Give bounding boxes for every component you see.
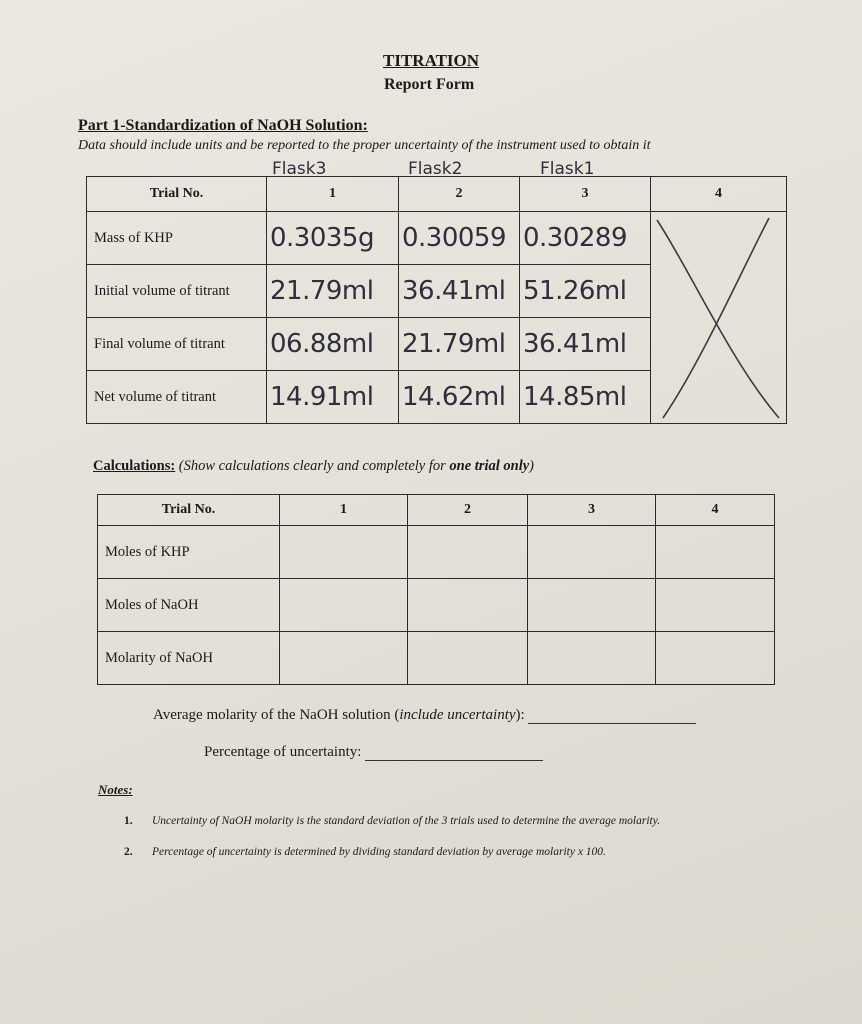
calculations-table bbox=[97, 494, 775, 685]
percentage-uncertainty-blank bbox=[365, 744, 543, 761]
empty-cell bbox=[656, 579, 775, 632]
calculations-instruction-start: (Show calculations clearly and completely for bbox=[178, 458, 450, 474]
trial-no-header: Trial No. bbox=[87, 177, 267, 212]
row-label: Molarity of NaOH bbox=[98, 632, 280, 685]
table-header-row bbox=[87, 177, 787, 212]
value-cell: 0.30289 bbox=[520, 212, 651, 265]
average-molarity-blank bbox=[528, 707, 696, 724]
calculations-instruction-bold: one trial only bbox=[449, 458, 530, 474]
trial-header-3: 3 bbox=[528, 495, 656, 526]
flask-label-2: Flask2 bbox=[408, 159, 463, 179]
flask-label-1: Flask3 bbox=[272, 159, 327, 179]
value-cell: 06.88ml bbox=[267, 318, 399, 371]
note-number: 2. bbox=[124, 846, 133, 858]
note-item bbox=[124, 846, 606, 858]
calculations-heading-line bbox=[93, 458, 534, 475]
empty-cell bbox=[528, 632, 656, 685]
percentage-uncertainty-line bbox=[204, 744, 543, 761]
trial-header-2: 2 bbox=[408, 495, 528, 526]
value-cell: 36.41ml bbox=[399, 265, 520, 318]
trial-header-3: 3 bbox=[520, 177, 651, 212]
trial-header-4: 4 bbox=[656, 495, 775, 526]
value-cell: 21.79ml bbox=[267, 265, 399, 318]
trial-no-header: Trial No. bbox=[98, 495, 280, 526]
value-cell: 0.3035g bbox=[267, 212, 399, 265]
average-label-italic: include uncertainty bbox=[399, 707, 516, 723]
note-text: Uncertainty of NaOH molarity is the standard deviation of the 3 trials used to determine the average molarity. bbox=[152, 815, 661, 827]
crossed-out-trial-4 bbox=[651, 212, 787, 424]
empty-cell bbox=[280, 579, 408, 632]
value-cell: 0.30059 bbox=[399, 212, 520, 265]
value-cell: 14.62ml bbox=[399, 371, 520, 424]
page-subtitle: Report Form bbox=[384, 76, 475, 93]
table-row bbox=[98, 632, 775, 685]
empty-cell bbox=[528, 526, 656, 579]
note-item bbox=[124, 815, 660, 827]
average-label-end: ): bbox=[515, 707, 525, 723]
row-label: Net volume of titrant bbox=[87, 371, 267, 424]
part1-heading: Part 1-Standardization of NaOH Solution: bbox=[78, 117, 368, 134]
empty-cell bbox=[408, 632, 528, 685]
empty-cell bbox=[408, 579, 528, 632]
value-cell: 14.85ml bbox=[520, 371, 651, 424]
table-row bbox=[98, 526, 775, 579]
row-label: Mass of KHP bbox=[87, 212, 267, 265]
average-molarity-line bbox=[153, 707, 696, 724]
note-text: Percentage of uncertainty is determined by dividing standard deviation by average molarity x 100. bbox=[152, 846, 606, 858]
empty-cell bbox=[656, 632, 775, 685]
table-row bbox=[98, 579, 775, 632]
trial-header-4: 4 bbox=[651, 177, 787, 212]
note-number: 1. bbox=[124, 815, 133, 827]
value-cell: 14.91ml bbox=[267, 371, 399, 424]
row-label: Final volume of titrant bbox=[87, 318, 267, 371]
table-row bbox=[87, 212, 787, 265]
value-cell: 36.41ml bbox=[520, 318, 651, 371]
empty-cell bbox=[408, 526, 528, 579]
standardization-table bbox=[86, 176, 787, 424]
row-label: Moles of KHP bbox=[98, 526, 280, 579]
empty-cell bbox=[280, 632, 408, 685]
flask-label-3: Flask1 bbox=[540, 159, 595, 179]
empty-cell bbox=[280, 526, 408, 579]
page-title: TITRATION bbox=[383, 51, 480, 70]
calculations-instruction-end: ) bbox=[529, 458, 535, 474]
value-cell: 51.26ml bbox=[520, 265, 651, 318]
row-label: Initial volume of titrant bbox=[87, 265, 267, 318]
average-label-start: Average molarity of the NaOH solution ( bbox=[153, 707, 400, 723]
calculations-heading: Calculations: bbox=[93, 458, 176, 474]
notes-heading: Notes: bbox=[98, 782, 133, 797]
cross-mark-icon bbox=[651, 212, 783, 424]
part1-instruction: Data should include units and be reported to the proper uncertainty of the instrument used to obtain it bbox=[78, 138, 651, 153]
trial-header-2: 2 bbox=[399, 177, 520, 212]
table-header-row bbox=[98, 495, 775, 526]
empty-cell bbox=[528, 579, 656, 632]
percentage-label: Percentage of uncertainty: bbox=[204, 744, 362, 760]
trial-header-1: 1 bbox=[267, 177, 399, 212]
empty-cell bbox=[656, 526, 775, 579]
trial-header-1: 1 bbox=[280, 495, 408, 526]
row-label: Moles of NaOH bbox=[98, 579, 280, 632]
value-cell: 21.79ml bbox=[399, 318, 520, 371]
